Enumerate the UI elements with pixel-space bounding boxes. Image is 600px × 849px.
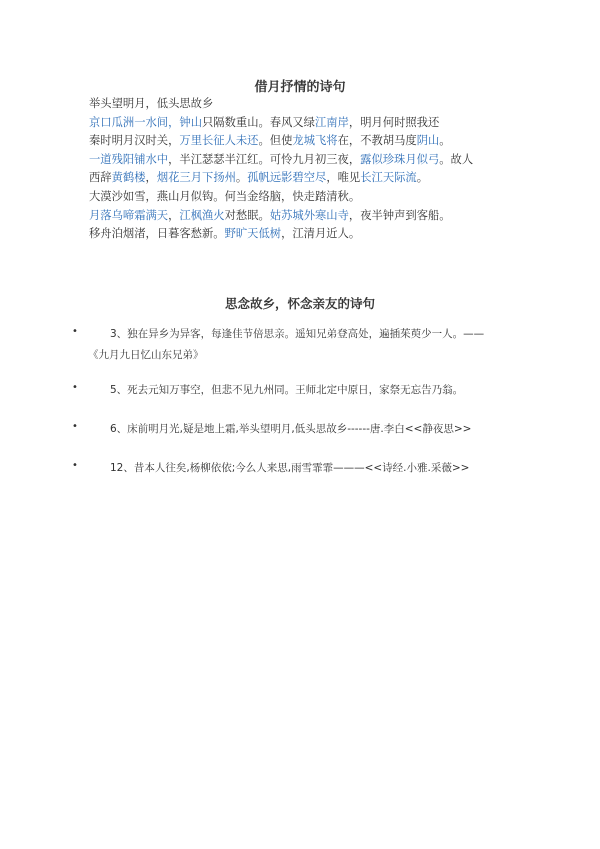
highlighted-phrase: 烟花三月下扬州 xyxy=(156,171,236,185)
list-item-text: 12、昔本人往矣,杨柳依依;今么人来思,雨雪霏霏———<<诗经.小雅.采薇>> xyxy=(110,462,470,474)
bullet-icon: • xyxy=(72,326,78,337)
bullet-icon: • xyxy=(72,421,78,432)
highlighted-phrase: 月落乌啼霜满天 xyxy=(89,208,169,222)
highlighted-phrase: 江枫渔火 xyxy=(179,208,225,222)
poem-text: 在，不教胡马度 xyxy=(337,134,417,148)
poem-line xyxy=(89,169,529,188)
poem-text: ，江清月近人。 xyxy=(281,227,361,241)
poem-text: 对愁眠。 xyxy=(224,208,270,222)
section-title-homesick-poems: 思念故乡，怀念亲友的诗句 xyxy=(224,296,375,311)
poem-text: ，夜半钟声到客船。 xyxy=(348,208,451,222)
highlighted-phrase: 野旷天低树 xyxy=(224,227,282,241)
list-item-text: 6、床前明月光,疑是地上霜,举头望明月,低头思故乡------唐.李白<<静夜思>> xyxy=(110,423,472,435)
poem-text: 。故人 xyxy=(439,152,474,166)
poem-text: 。 xyxy=(416,171,429,185)
highlighted-phrase: 阴山 xyxy=(416,134,440,148)
highlighted-phrase: 江南岸 xyxy=(314,115,349,129)
section-title-moon-poems: 借月抒情的诗句 xyxy=(254,80,346,95)
poem-text: 移舟泊烟渚，日暮客愁新。 xyxy=(89,227,225,241)
poem-line xyxy=(89,188,529,207)
highlighted-phrase: 长江天际流 xyxy=(360,171,417,185)
list-item-text: 5、死去元知万事空，但悲不见九州同。王师北定中原日，家祭无忘告乃翁。 xyxy=(110,384,464,396)
poem-text: 。 xyxy=(235,171,248,185)
highlighted-phrase: 万里长征人未还 xyxy=(179,134,259,148)
poem-text: 。 xyxy=(439,134,451,148)
highlighted-phrase: 钟山 xyxy=(179,115,202,129)
highlighted-phrase: 黄鹤楼 xyxy=(111,171,146,185)
poem-text: ，唯见 xyxy=(326,171,361,185)
list-item-continuation: 《九月九日忆山东兄弟》 xyxy=(88,349,204,361)
bullet-icon: • xyxy=(72,382,78,393)
poem-text: ，明月何时照我还 xyxy=(348,115,440,129)
poem-block xyxy=(89,95,529,244)
poem-text: 只隔数重山。春风又绿 xyxy=(202,115,315,129)
poem-line xyxy=(89,151,529,170)
list-item-text: 3、独在异乡为异客，每逢佳节倍思亲。遥知兄弟登高处，遍插茱萸少一人。—— xyxy=(110,328,485,340)
poem-line xyxy=(89,95,529,114)
bullet-icon: • xyxy=(72,460,78,471)
highlighted-phrase: 孤帆远影碧空尽 xyxy=(247,171,327,185)
poem-text: ，半江瑟瑟半江红。可怜九月初三夜， xyxy=(168,152,361,166)
highlighted-phrase: 京口瓜洲一水间， xyxy=(89,115,180,129)
poem-text: 西辞 xyxy=(89,171,112,185)
poem-line xyxy=(89,225,529,244)
highlighted-phrase: 龙城飞将 xyxy=(292,134,338,148)
poem-text: 。但使 xyxy=(258,134,293,148)
highlighted-phrase: 一道残阳铺水中 xyxy=(89,152,169,166)
highlighted-phrase: 露似珍珠月似弓 xyxy=(360,152,440,166)
poem-text: 大漠沙如雪，燕山月似钩。何当金络脑，快走踏清秋。 xyxy=(89,189,361,203)
poem-line xyxy=(89,132,529,151)
poem-text: ， xyxy=(168,208,180,222)
poem-line xyxy=(89,114,529,133)
highlighted-phrase: 姑苏城外寒山寺 xyxy=(269,208,349,222)
poem-line xyxy=(89,207,529,226)
poem-text: 举头望明月，低头思故乡 xyxy=(89,97,214,110)
poem-text: ， xyxy=(145,171,157,185)
poem-text: 秦时明月汉时关， xyxy=(89,134,180,148)
